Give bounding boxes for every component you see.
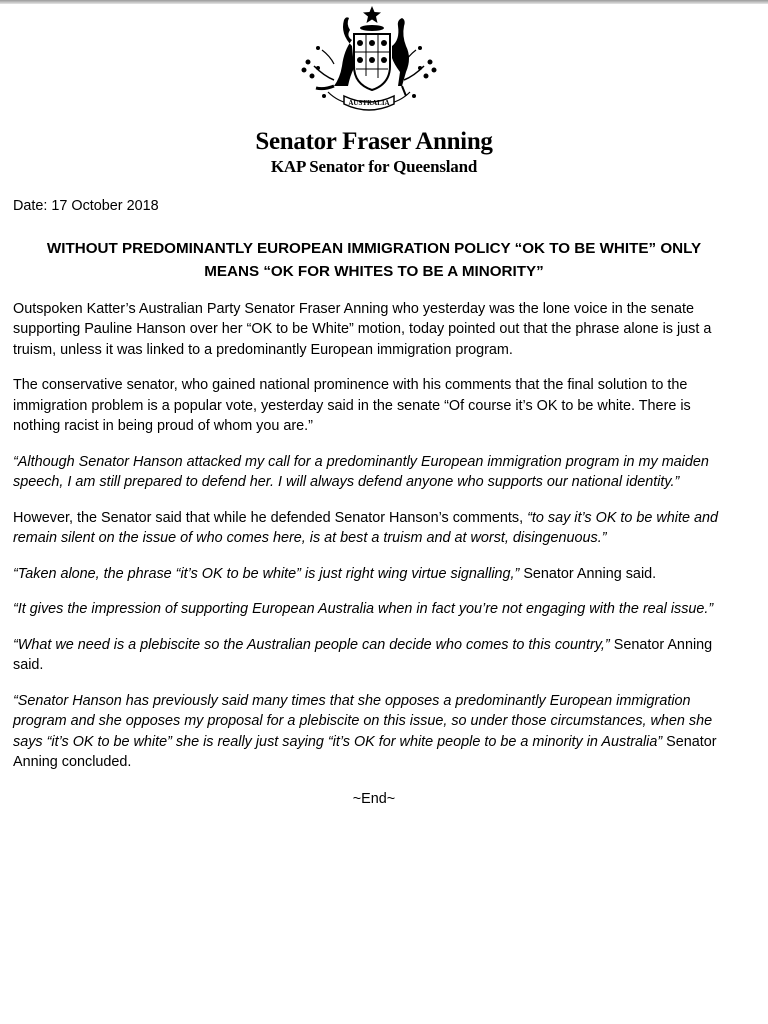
senator-role: KAP Senator for Queensland	[270, 157, 478, 176]
release-date: Date: 17 October 2018	[13, 198, 159, 214]
senator-name: Senator Fraser Anning	[255, 128, 493, 155]
paragraph-8-quote: “Senator Hanson has previously said many times that she opposes a predominantly European immigration program and she opposes my proposal for a plebiscite on this issue, so under those circumstances, when she says “it’s OK to be white” she is really just saying “it’s OK for white people to be a minority in Australia”	[13, 692, 713, 750]
paragraph-6: “It gives the impression of supporting European Australia when in fact you’re not engaging with the real issue.”	[13, 601, 714, 617]
paragraph-5	[13, 564, 735, 585]
letterhead	[0, 128, 748, 178]
page-top-edge	[0, 0, 768, 4]
headline-line-2: MEANS “OK FOR WHITES TO BE A MINORITY”	[204, 262, 544, 280]
headline	[13, 237, 735, 283]
paragraph-7	[13, 635, 735, 676]
press-release-body	[13, 196, 735, 809]
headline-line-1: WITHOUT PREDOMINANTLY EUROPEAN IMMIGRATION POLICY “OK TO BE WHITE” ONLY	[46, 239, 702, 257]
paragraph-1: Outspoken Katter’s Australian Party Senator Fraser Anning who yesterday was the lone voice in the senate supporting Pauline Hanson over her “OK to be White” motion, today pointed out that the phrase alone is just a truism, unless it was linked to a predominantly European immigration program.	[13, 300, 712, 358]
paragraph-4-quote: “to say it’s OK to be white and remain silent on the issue of who comes here, is at best a truism and at worst, disingenuous.”	[13, 509, 719, 546]
paragraph-7-quote: “What we need is a plebiscite so the Australian people can decide who comes to this country,”	[13, 636, 610, 653]
commonwealth-coat-of-arms-icon	[294, 6, 444, 114]
paragraph-4	[13, 508, 735, 549]
paragraph-7-plain: Senator Anning said.	[13, 636, 713, 673]
paragraph-8	[13, 691, 735, 773]
paragraph-4-plain: However, the Senator said that while he defended Senator Hanson’s comments,	[13, 509, 528, 526]
paragraph-3: “Although Senator Hanson attacked my call for a predominantly European immigration program in my maiden speech, I am still prepared to defend her. I will always defend anyone who supports our national identity.”	[13, 453, 709, 490]
paragraph-5-plain: Senator Anning said.	[519, 565, 657, 582]
paragraph-8-plain: Senator Anning concluded.	[13, 733, 717, 770]
crest-scroll-text: AUSTRALIA	[348, 99, 390, 107]
paragraph-2: The conservative senator, who gained national prominence with his comments that the final solution to the immigration problem is a popular vote, yesterday said in the senate “Of course it’s OK to be white. There is nothing racist in being proud of whom you are.”	[13, 377, 691, 434]
end-marker: ~End~	[352, 790, 396, 807]
paragraph-5-quote: “Taken alone, the phrase “it’s OK to be white” is just right wing virtue signalling,”	[13, 565, 520, 582]
